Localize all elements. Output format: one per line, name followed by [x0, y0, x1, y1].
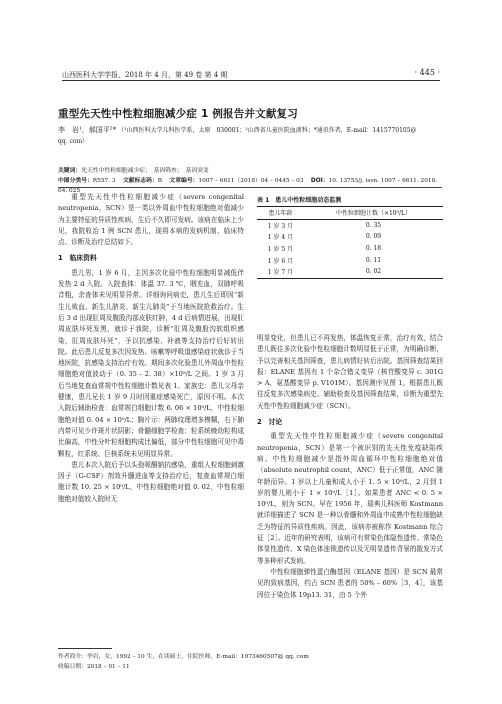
journal-info: 山西医科大学学报，2018 年 4 月，第 49 卷 第 4 期 — [62, 71, 228, 79]
left-column — [58, 192, 244, 505]
doc-code-label: 文献标志码： — [122, 178, 158, 184]
article-no-label: 文章编号： — [169, 178, 199, 184]
intro-paragraph: 重型先天性中性粒细胞减少症（severe congenital neutropenia，SCN）是一类以外周血中性粒细胞绝对值减少为主要特征的异质性疾病，生后不久即可发病。该病在临床上少见，我院收治 1 例 SCN 患儿，现将本病的发病机制、临床特点、诊断及治疗总结如下。 — [58, 193, 244, 247]
footnote — [58, 652, 309, 672]
article-no: 1007 – 6611（2018）04 – 0445 – 03 — [198, 178, 304, 184]
discussion-paragraph-1: 重型先天性中性粒细胞减少症（severe congenital neutropenia，SCN）是第一个被识别的先天性免疫缺陷疾病。中性粒细胞减少是指外周血循环中性粒细胞绝对值（absolute neutrophil count，ANC）低于正常值，ANC 随年龄而异。1 岁以上儿童和成人小于 1. 5 × 10⁹/L，2 月到 1 岁的婴儿则小于 1 × 10⁹/L［1］。如果患者 ANC < 0. 5 × 10⁹/L，则为 SCN。早在 1956 年，瑞典儿科医师 Kostmann 就详细描述了 SCN 是一种以骨髓和外周血中成熟中性粒细胞缺乏为特征的异质性疾病。因此，该病亦被称作 Kostmann 综合征［2］。近年的研究表明，该病可有常染色体隐性遗传、常染色体显性遗传、X 染色体连锁遗传以及无明显遗传背景的散发方式等多种形式发病。 — [257, 432, 443, 565]
table-cell: 1 岁 3 月 — [267, 222, 294, 230]
table-cell: 1 岁 5 月 — [267, 246, 294, 254]
section-heading-discussion: 2 讨论 — [257, 418, 283, 427]
table-header: 中性粒细胞计数（×10⁹/L） — [304, 207, 443, 220]
page-number: · 445 · — [414, 68, 440, 77]
right-column — [257, 333, 443, 601]
clinical-paragraph-1: 患儿男，1 岁 6 月，主因多次化验中性粒细胞明显减低伴发热 2 d 入院。入院查体：体温 37. 3 ℃，咽充血，双肺呼吸音粗，余查体未见明显异常。详细询问病史，患儿生后即因“新生儿败血、新生儿脐炎、新生儿肺炎”于当地医院抢救治疗。生后 3 d 出现肛周及腹股沟部皮肤红肿，4 d 后病情进展，出现肛周皮肤坏死发黑，就诊于我院，诊断“肛周及腹股沟软组织感染，肛周皮肤坏死”，予以抗感染、补液等支持治疗后好转出院。此后患儿反复多次因发热、咳嗽等呼吸道感染症状就诊于当地医院，抗感染支持治疗有效。期间多次化验患儿外周血中性粒细胞绝对值波动于（0. 35 – 2. 38）×10⁹/L 之间。1 岁 3 月后当地复查血常规中性粒细胞计数见表 1。家族史：患儿父母亲健康，患儿兄长 1 岁 9 月时因重症感染死亡，原因不明。本次入院后辅助检查：血常规白细胞计数 6. 06 × 10⁹/L，中性粒细胞绝对值 0. 04 × 10⁹/L；胸片示：两肺纹理增多模糊，右下肺内带可见少许斑片状阴影；骨髓细胞学检查：粒系统晚幼粒构成比偏高，中性分叶粒细胞构成比偏低，部分中性粒细胞可见中毒颗粒，红系统、巨核系统未见明显异常。 — [58, 268, 244, 458]
keywords-label: 关键词： — [58, 168, 82, 174]
clinical-paragraph-2-cont: 明显变化，但患儿已不再发热，体温恢复正常，治疗有效，结合患儿既往多次化验中性粒细胞计数明显低于正常，为明确诊断，予以完善相关基因筛查，患儿病情好转后出院。基因筛查结果回报：ELANE 基因有 1 个杂合错义变异（核苷酸变异 c. 301G > A，氨基酸变异 p. V101M）。基因测序见图 1。根据患儿既往反复多次感染病史、辅助检查及基因筛查结果，诊断为重型先天性中性粒细胞减少症（SCN）。 — [257, 334, 443, 410]
affiliation: （¹山西医科大学儿科医学系，太原 030001；²山西省儿童医院血液科；*通讯作者，E-mail：1415770105@ — [118, 127, 417, 134]
table-row — [257, 266, 443, 278]
table-cell: 1 岁 6 月 — [267, 257, 294, 265]
running-header — [62, 66, 440, 81]
table-row — [257, 243, 443, 255]
table-cell: 0. 11 — [365, 256, 382, 264]
neutrophil-table — [257, 206, 443, 279]
doc-code: B — [157, 178, 163, 184]
table-header: 患儿年龄 — [257, 207, 304, 220]
table-cell: 0. 18 — [365, 245, 382, 253]
article-title: 重型先天性中性粒细胞减少症 1 例报告并文献复习 — [58, 108, 298, 120]
divider — [58, 187, 442, 188]
table-cell: 1 岁 7 月 — [257, 266, 304, 278]
received-date: 收稿日期：2018 – 01 – 11 — [58, 664, 130, 670]
keywords: 先天性中性粒细胞减少症； 基因筛查； 基因突变 — [81, 168, 209, 174]
clc-label: 中图分类号： — [58, 178, 93, 184]
table-title: 表 1 患儿中性粒细胞动态监测 — [257, 197, 342, 204]
section-heading-clinical: 1 临床资料 — [58, 254, 97, 263]
footnote-divider — [58, 648, 112, 649]
doi: 10. 13753/j. issn. 1007 – 6611. 2018. 04. 025 — [58, 178, 438, 194]
doi-label: DOI： — [310, 178, 329, 184]
clc-code: R557. 3 — [92, 178, 116, 184]
table-row — [257, 219, 443, 231]
clinical-paragraph-2: 患儿本次入院后予以头孢哌酮钠抗感染，重组人粒细胞刺激因子（G-CSF）剂效升髓进血等支持治疗后，复查血常规白细胞计数 10. 25 × 10⁹/L，中性粒细胞绝对值 0. 02，中性粒细胞绝对值较入院时无 — [58, 460, 244, 503]
table-row — [257, 231, 443, 243]
table-cell: 1 岁 4 月 — [267, 234, 294, 242]
author-names: 李 岩¹，郝国平²* — [58, 126, 117, 134]
table-cell: 0. 35 — [365, 221, 382, 229]
table-cell: 0. 09 — [365, 233, 382, 241]
affiliation-cont: qq. com） — [58, 138, 89, 145]
author-info: 作者简介：李岩，女，1992 – 10 生，在读硕士，住院医师，E-mail：1973460507@ qq. com — [58, 654, 309, 660]
table-cell: 0. 02 — [304, 266, 443, 278]
discussion-paragraph-2: 中性粒细胞弹性蛋白酶基因（ELANE 基因）是 SCN 最常见的致病基因，约占 SCN 患者的 50% – 60%［3，4］，该基因位于染色体 19p13. 31，由 5 个外 — [257, 567, 443, 599]
table-row — [257, 254, 443, 266]
author-block — [58, 125, 442, 147]
